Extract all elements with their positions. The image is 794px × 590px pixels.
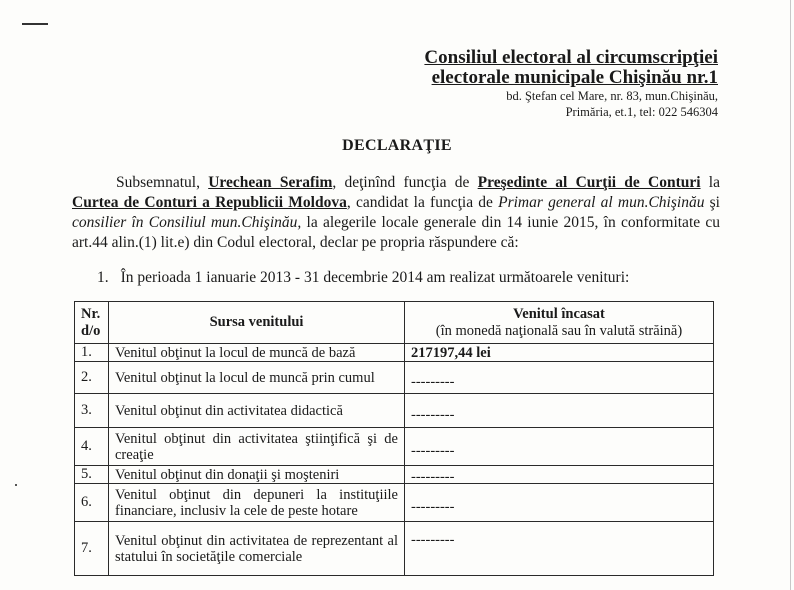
addressee-org-line1: Consiliul electoral al circumscripţiei xyxy=(424,47,718,68)
section-1-text: În perioada 1 ianuarie 2013 - 31 decembrie 2014 am realizat următoarele venituri: xyxy=(120,269,630,286)
row-value: --------- xyxy=(405,522,714,576)
header-source: Sursa venitului xyxy=(109,302,405,344)
header-income: Venitul încasat (în monedă naţională sau în valută străină) xyxy=(405,302,714,344)
row-source: Venitul obţinut din activitatea ştiinţifică şi de creaţie xyxy=(109,428,405,466)
row-value: --------- xyxy=(405,484,714,522)
table-row xyxy=(75,344,714,362)
declarant-institution: Curtea de Conturi a Republicii Moldova xyxy=(72,194,347,211)
row-value: --------- xyxy=(405,362,714,394)
para-text: şi xyxy=(704,194,720,211)
declaration-paragraph xyxy=(72,173,720,253)
addressee-block xyxy=(424,48,718,120)
table-row xyxy=(75,394,714,428)
candidacy-council: consilier în Consiliul mun.Chişinău, xyxy=(72,214,302,231)
row-source: Venitul obţinut din depuneri la instituţiile financiare, inclusiv la cele de peste hotare xyxy=(109,484,405,522)
row-nr: 2. xyxy=(75,362,109,394)
row-value: --------- xyxy=(405,428,714,466)
declarant-position: Preşedinte al Curţii de Conturi xyxy=(477,174,701,191)
row-source: Venitul obţinut la locul de muncă de bază xyxy=(109,344,405,362)
header-nr: Nr. d/o xyxy=(75,302,109,344)
declarant-name: Urechean Serafim xyxy=(208,174,333,191)
row-value: 217197,44 lei xyxy=(405,344,714,362)
section-1-number: 1. xyxy=(97,269,109,286)
table-row xyxy=(75,522,714,576)
para-text: la xyxy=(700,174,720,191)
row-value: --------- xyxy=(405,466,714,484)
para-text: la alegerile locale generale din 14 iunie 2015, în conformitate cu art.44 alin.(1) lit.e) din Codul electoral, declar pe propria răspundere că: xyxy=(72,214,720,251)
para-text: Subsemnatul, xyxy=(116,174,209,191)
income-table xyxy=(74,301,714,576)
candidacy-mayor: Primar general al mun.Chişinău xyxy=(498,194,705,211)
row-source: Venitul obţinut la locul de muncă prin cumul xyxy=(109,362,405,394)
page-edge xyxy=(790,0,791,590)
table-row xyxy=(75,466,714,484)
addressee-address-line2: Primăria, et.1, tel: 022 546304 xyxy=(565,105,718,119)
row-source: Venitul obţinut din activitatea de reprezentant al statului în societăţile comerciale xyxy=(109,522,405,576)
scan-speck xyxy=(15,484,17,486)
row-value: --------- xyxy=(405,394,714,428)
row-source: Venitul obţinut din donaţii şi moşteniri xyxy=(109,466,405,484)
addressee-org-line2: electorale municipale Chişinău nr.1 xyxy=(431,67,718,88)
para-text: , candidat la funcţia de xyxy=(346,194,499,211)
row-nr: 4. xyxy=(75,428,109,466)
margin-dash-mark xyxy=(22,23,48,25)
addressee-address-line1: bd. Ştefan cel Mare, nr. 83, mun.Chişinău, xyxy=(506,89,718,103)
income-table-header xyxy=(75,302,714,344)
row-nr: 7. xyxy=(75,522,109,576)
row-nr: 1. xyxy=(75,344,109,362)
table-row xyxy=(75,484,714,522)
row-source: Venitul obţinut din activitatea didactică xyxy=(109,394,405,428)
row-nr: 3. xyxy=(75,394,109,428)
row-nr: 6. xyxy=(75,484,109,522)
para-text: , deţinînd funcţia de xyxy=(332,174,478,191)
table-row xyxy=(75,428,714,466)
section-1-heading xyxy=(97,269,629,287)
table-row xyxy=(75,362,714,394)
row-nr: 5. xyxy=(75,466,109,484)
document-title: DECLARAŢIE xyxy=(342,137,452,154)
